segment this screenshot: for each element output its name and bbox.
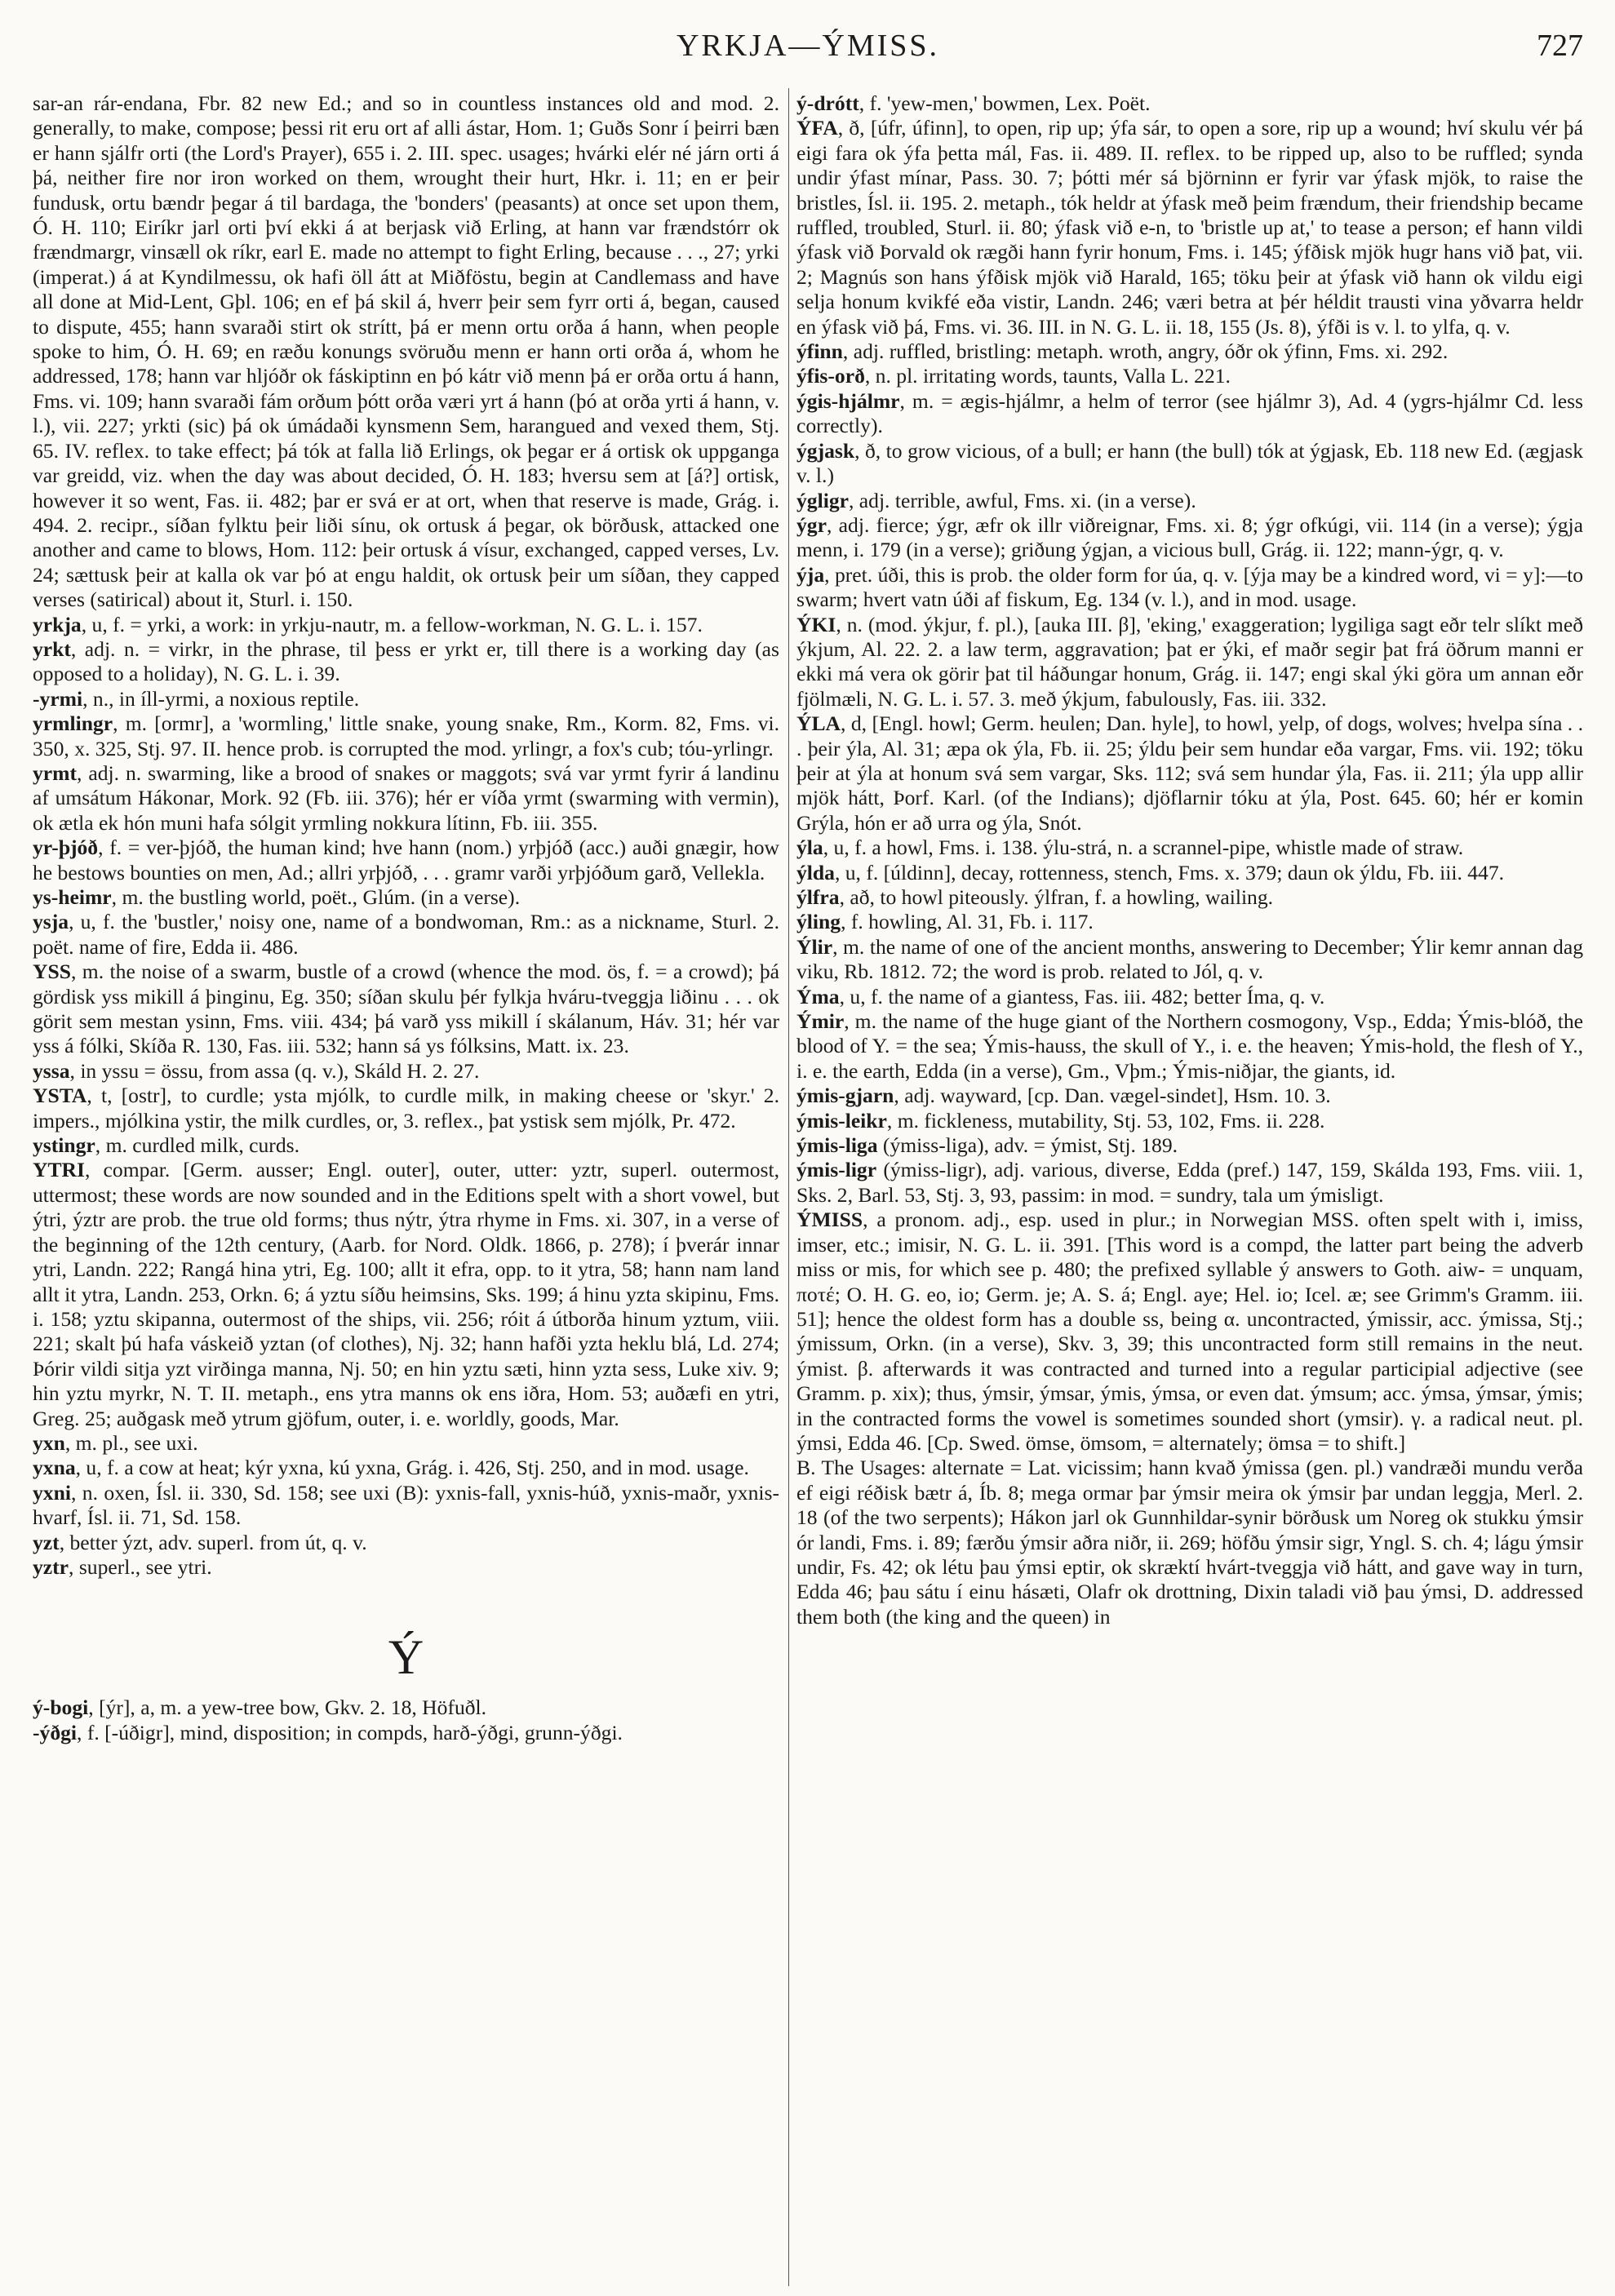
entry-text: , adj. terrible, awful, Fms. xi. (in a verse). [848, 488, 1196, 512]
entry-text: , adj. fierce; ýgr, æfr ok illr viðreignar, Fms. xi. 8; ýgr ofkúgi, vii. 114 (in a verse); ýgja menn, i. 179 (in a verse); griðung ýgjan, a vicious bull, Grág. ii. 122; mann-ýgr, q. v. [796, 512, 1583, 562]
headword: ýmis-leikr [796, 1108, 887, 1132]
entry-text: (ýmiss-ligr), adj. various, diverse, Edda (pref.) 147, 159, Skálda 193, Fms. viii. 1, Sks. 2, Barl. 53, Stj. 3, 93, passim: in mod. = sundry, tala um ýmisligt. [796, 1158, 1583, 1207]
headword: ystingr [33, 1133, 95, 1158]
headword: YTRI [33, 1158, 85, 1182]
dictionary-entry [796, 1158, 1583, 1208]
dictionary-entry [33, 1695, 779, 1720]
entry-text: , n., in íll-yrmi, a noxious reptile. [82, 686, 360, 711]
entry-text: , u, f. the name of a giantess, Fas. iii. 482; better Íma, q. v. [839, 984, 1325, 1008]
entry-text: , m. the bustling world, poët., Glúm. (in a verse). [111, 885, 521, 909]
running-title: YRKJA—ÝMISS. [676, 29, 940, 63]
dictionary-entry [796, 935, 1583, 985]
entry-text: , n. oxen, Ísl. ii. 330, Sd. 158; see uxi (B): yxnis-fall, yxnis-húð, yxnis-maðr, yxnis-hvarf, Ísl. ii. 71, Sd. 158. [33, 1480, 779, 1530]
entry-text: , n. pl. irritating words, taunts, Valla L. 221. [864, 364, 1231, 388]
dictionary-entry [796, 116, 1583, 339]
dictionary-entry [796, 91, 1583, 116]
headword: ýja [796, 562, 825, 587]
headword: yxni [33, 1480, 71, 1505]
headword: ÝKI [796, 612, 836, 636]
headword: ýgligr [796, 488, 849, 512]
entry-text: , m. = ægis-hjálmr, a helm of terror (see hjálmr 3), Ad. 4 (ygrs-hjálmr Cd. less correctly). [796, 388, 1583, 438]
headword: yxn [33, 1430, 65, 1455]
headword: yrkt [33, 636, 71, 661]
entry-text: , u, f. a cow at heat; kýr yxna, kú yxna, Grág. i. 426, Stj. 250, and in mod. usage. [75, 1456, 749, 1480]
headword: Ýmir [796, 1009, 845, 1034]
entry-text: B. The Usages: alternate = Lat. vicissim; hann kvað ýmissa (gen. pl.) vandræði mundu verða ef eigi réðisk bætr á, Íb. 8; mega ormar þar ýmsir meira ok ýmsir þar undan leggja, Merl. 2. 18 (of the two serpents); Hákon jarl ok Gunnhildar-synir börðusk um Noreg ok stukku ýmsir ór landi, Fms. i. 89; færðu ýmsir aðra niðr, ii. 269; höfðu ýmsir sigr, Yngl. S. ch. 4; lágu ýmsir undir, Fs. 42; ok létu þau ýmsi eptir, ok skræktí hvárt-tveggja við hátt, and gave way in turn, Edda 46; þau sátu í einu hásæti, Olafr ok drottning, Dixin taladi við þau ýmsi, D. addressed them both (the king and the queen) in [796, 1456, 1583, 1629]
entry-text: , m. the noise of a swarm, bustle of a crowd (whence the mod. ös, f. = a crowd); þá gördisk yss mikill á þinginu, Eg. 350; síðan skulu þér fylkja hváru-tveggja liðinu . . . ok görit sem mestan ysinn, Fms. viii. 434; þá varð yss mikill í skálanum, Háv. 31; hér var yss á fólki, Skíða R. 130, Fas. iii. 532; hann sá ys fólksins, Matt. ix. 23. [33, 960, 779, 1058]
dictionary-entry [33, 761, 779, 836]
dictionary-entry [33, 1555, 779, 1580]
entry-text: , m. fickleness, mutability, Stj. 53, 102, Fms. ii. 228. [886, 1108, 1325, 1132]
entry-text: , adj. wayward, [cp. Dan. vægel-sindet], Hsm. 10. 3. [894, 1084, 1331, 1108]
dictionary-entry [796, 389, 1583, 439]
headword: ýla [796, 836, 823, 860]
headword: ýlda [796, 860, 835, 884]
entry-text: , m. the name of one of the ancient months, answering to December; Ýlir kemr annan dag viku, Rb. 1812. 72; the word is prob. related to Jól, q. v. [796, 934, 1583, 984]
headword: yxna [33, 1456, 76, 1480]
entry-text: , adj. n. swarming, like a brood of snakes or maggots; svá var yrmt fyrir á landinu af umsátum Hákonar, Mork. 92 (Fb. iii. 376); hér er víða yrmt (swarming with vermin), ok ætla ek hón muni hafa sólgit yrmling nokkura lítinn, Fb. iii. 355. [33, 760, 779, 835]
dictionary-entry [33, 910, 779, 960]
dictionary-entry [796, 985, 1583, 1009]
dictionary-entry [796, 1084, 1583, 1108]
entry-text: , u, f. the 'bustler,' noisy one, name of a bondwoman, Rm.: as a nickname, Sturl. 2. poët. name of fire, Edda ii. 486. [33, 910, 779, 959]
entry-text: , adj. ruffled, bristling: metaph. wroth, angry, óðr ok ýfinn, Fms. xi. 292. [842, 339, 1449, 364]
headword: ýmis-ligr [796, 1158, 877, 1182]
entry-text: , ð, [úfr, úfinn], to open, rip up; ýfa sár, to open a sore, rip up a wound; hví skulu vér þá eigi fara ok ýfa þetta mál, Fas. ii. 489. II. reflex. to be ripped up, also to be ruffled; synda undir ýfast mínar, Pass. 30. 7; þótti mér sá björninn er fyrir var ýfask mjök, to raise the bristles, Ísl. ii. 195. 2. metaph., tók heldr at ýfask með þeim frændum, their friendship became ruffled, troubled, Sturl. ii. 80; ýfask við e-n, to 'bristle up at,' to tease a person; ef hann vildi ýfask við Þorvald ok rægði hann fyrir honum, Fms. i. 145; ýfðisk mjök hugr hans við þat, vii. 2; Magnús son hans ýfðisk mjök við Harald, 165; töku þeir at ýfask við hann ok vildu eigi selja honum kvikfé eða vistir, Landn. 246; væri betra at þér héldit trausti vina yðvarra heldr en ýfask við þá, Fms. vi. 36. III. in N. G. L. ii. 18, 155 (Js. 8), ýfði is v. l. to ylfa, q. v. [796, 116, 1583, 339]
dictionary-entry [33, 960, 779, 1059]
headword: ýlfra [796, 885, 840, 909]
entry-text: , [ýr], a, m. a yew-tree bow, Gkv. 2. 18, Höfuðl. [88, 1695, 487, 1720]
right-entries [796, 91, 1583, 1629]
entry-text: , compar. [Germ. ausser; Engl. outer], outer, utter: yztr, superl. outermost, uttermost; these words are now sounded and in the Editions spelt with a short vowel, but ýtri, ýztr are prob. the true old forms; thus nýtr, ýtra rhyme in Fms. xi. 307, in a verse of the beginning of the 12th century, (Aarb. for Nord. Oldk. 1866, p. 278); í þverár innar ytri, Landn. 222; Rangá hina ytri, Eg. 100; allt it efra, opp. to it ytra, 58; hann nam land allt it ytra, Landn. 253, Orkn. 6; á yztu síðu heimsins, Sks. 199; á hinu yzta skipinu, Fms. i. 158; yztu skipanna, outermost of the ships, vii. 256; róit á útborða hinum yztum, viii. 221; skalt þú hafa váskeið yztan (of clothes), Nj. 32; hann hafði yzta heklu blá, Ld. 274; Þórir vildi sitja yzt virðinga manna, Nj. 50; en hin yztu sæti, hinn yzta sess, Luke xiv. 9; hin yztu myrkr, N. T. II. metaph., ens ytra manns ok ens iðra, Hom. 53; auðæfi en ytri, Greg. 25; auðgask með ytrum gjöfum, outer, i. e. worldly, goods, Mar. [33, 1158, 779, 1430]
dictionary-entry [33, 1431, 779, 1456]
dictionary-entry [33, 1133, 779, 1158]
left-column [33, 91, 779, 2280]
entry-text: , u, f. = yrki, a work: in yrkju-nautr, m. a fellow-workman, N. G. L. i. 157. [81, 612, 703, 636]
dictionary-entry [33, 711, 779, 761]
headword: yrkja [33, 612, 82, 636]
dictionary-entry [796, 339, 1583, 364]
headword: Ýma [796, 984, 840, 1008]
headword: yrmlingr [33, 711, 113, 736]
headword: ÝFA [796, 116, 838, 140]
entry-text: , f. [-úðigr], mind, disposition; in compds, harð-ýðgi, grunn-ýðgi. [77, 1720, 623, 1744]
dictionary-entry [796, 861, 1583, 885]
entry-text: (ýmiss-liga), adv. = ýmist, Stj. 189. [877, 1133, 1178, 1158]
entry-text: , a pronom. adj., esp. used in plur.; in Norwegian MSS. often spelt with i, imiss, imser, etc.; imisir, N. G. L. ii. 391. [This word is a compd, the latter part being the adverb miss or mis, for which see p. 480; the prefixed syllable ý answers to Goth. aiw- = unquam, ποτέ; O. H. G. eo, io; Germ. je; A. S. á; Engl. aye; Hel. io; Icel. æ; see Grimm's Gramm. iii. 51]; hence the oldest form has a double ss, being α. uncontracted, ýmissir, acc. ýmissa, Stj.; ýmissum, Orkn. (in a verse), Skv. 3, 39; this uncontracted form still remains in the neut. ýmist. β. afterwards it was contracted and turned into a regular participial adjective (see Gramm. p. xix); thus, ýmsir, ýmsar, ýmis, ýmsa, or even dat. ýmsum; acc. ýmsa, ýmsar, ýmis; in the contracted forms the vowel is sometimes sounded short (ymsir). γ. a radical neut. pl. ýmsi, Edda 46. [Cp. Swed. ömse, ömsom, = alternately; ömsa = to shift.] [796, 1208, 1583, 1455]
headword: YSS [33, 960, 71, 984]
dictionary-entry [796, 489, 1583, 513]
headword: ýfis-orð [796, 364, 865, 388]
dictionary-entry [796, 711, 1583, 836]
headword: YSTA [33, 1084, 87, 1108]
dictionary-entry [33, 1158, 779, 1430]
dictionary-entry [33, 836, 779, 885]
entry-text: , m. the name of the huge giant of the Northern cosmogony, Vsp., Edda; Ýmis-blóð, the blood of Y. = the sea; Ýmis-hauss, the skull of Y., i. e. the heaven; Ýmis-hold, the flesh of Y., i. e. the earth, Edda (in a verse), Gm., Vþm.; Ýmis-niðjar, the giants, id. [796, 1009, 1583, 1083]
left-after-entries [33, 1695, 779, 1745]
headword: ýling [796, 910, 841, 934]
dictionary-entry [796, 885, 1583, 910]
page-header [33, 23, 1583, 72]
headword: -ýðgi [33, 1720, 78, 1744]
entry-text: , f. 'yew-men,' bowmen, Lex. Poët. [859, 91, 1151, 115]
page-number: 727 [1537, 29, 1583, 63]
dictionary-entry [796, 364, 1583, 388]
headword: yrmt [33, 760, 77, 785]
entry-text: , u, f. [úldinn], decay, rottenness, stench, Fms. x. 379; daun ok ýldu, Fb. iii. 447. [834, 860, 1505, 884]
entry-text: , m. curdled milk, curds. [95, 1133, 299, 1158]
headword: ysja [33, 910, 69, 934]
entry-text: , að, to howl piteously. ýlfran, f. a howling, wailing. [839, 885, 1274, 909]
headword: yzt [33, 1530, 60, 1554]
headword: Ýlir [796, 934, 833, 959]
headword: ýgjask [796, 438, 855, 463]
entry-text: , m. pl., see uxi. [64, 1430, 198, 1455]
headword: yztr [33, 1554, 69, 1579]
headword: ýgis-hjálmr [796, 388, 900, 413]
headword: ý-drótt [796, 91, 859, 115]
headword: ys-heimr [33, 885, 112, 909]
dictionary-entry [796, 836, 1583, 860]
headword: ýgr [796, 512, 827, 537]
dictionary-entry [796, 1208, 1583, 1456]
dictionary-entry [796, 1109, 1583, 1133]
section-letter: Ý [388, 1630, 424, 1685]
dictionary-entry [33, 613, 779, 637]
headword: ýfinn [796, 339, 843, 364]
entry-text: , f. = ver-þjóð, the human kind; hve hann (nom.) yrþjóð (acc.) auði gnægir, how he bestows bounties on men, Ad.; allri yrþjóð, . . . gramr varði yrþjóðum garð, Vellekla. [33, 836, 779, 884]
dictionary-entry [33, 1721, 779, 1745]
entry-text: , pret. úði, this is prob. the older form for úa, q. v. [ýja may be a kindred word, vi = y]:—to swarm; hvert vatn úði af fiskum, Eg. 134 (v. l.), and in mod. usage. [796, 562, 1583, 612]
dictionary-entry [796, 513, 1583, 563]
dictionary-entry [796, 1009, 1583, 1084]
entry-text: , u, f. a howl, Fms. i. 138. ýlu-strá, n. a scrannel-pipe, whistle made of straw. [823, 836, 1464, 860]
entry-text: , t, [ostr], to curdle; ysta mjólk, to curdle milk, in making cheese or 'skyr.' 2. impers., mjólkina ystir, the milk curdles, or, 3. reflex., þat ystisk sem mjólk, Pr. 472. [33, 1084, 779, 1132]
entry-text: , ð, to grow vicious, of a bull; er hann (the bull) tók at ýgjask, Eb. 118 new Ed. (ægjask v. l.) [796, 438, 1583, 488]
headword: ý-bogi [33, 1695, 89, 1720]
headword: ÝMISS [796, 1208, 863, 1232]
dictionary-entry [33, 1059, 779, 1084]
headword: yssa [33, 1058, 70, 1083]
entry-text: , n. (mod. ýkjur, f. pl.), [auka III. β], 'eking,' exaggeration; lygiliga sagt eðr telr slíkt með ýkjum, Al. 22. 2. a law term, aggravation; þat er ýki, ef maðr segir þat frá öðrum manni er ekki má vera ok görir þat til háðungar honum, Grág. ii. 147; engi skal ýki göra um annan eðr fjölmæli, N. G. L. i. 57. 3. með ýkjum, fabulously, Fas. iii. 332. [796, 612, 1583, 711]
entry-text: , f. howling, Al. 31, Fb. i. 117. [841, 910, 1094, 934]
dictionary-entry [796, 1133, 1583, 1158]
dictionary-entry [796, 439, 1583, 489]
headword: ýmis-gjarn [796, 1084, 894, 1108]
entry-text: , d, [Engl. howl; Germ. heulen; Dan. hyle], to howl, yelp, of dogs, wolves; hvelpa sína . . . þeir ýla, Al. 31; æpa ok ýla, Fb. ii. 25; ýldu þeir sem hundar eða vargar, Fms. vii. 192; töku þeir at ýla at honum svá sem vargar, Sks. 112; svá sem hundar ýla, Fas. ii. 211; ýla upp allir mjök hátt, Þorf. Karl. (of the Indians); djöflarnir tóku at ýla, Post. 645. 60; hér er komin Grýla, hón er að urra og ýla, Snót. [796, 711, 1583, 835]
dictionary-entry [33, 91, 779, 613]
dictionary-entry [33, 1481, 779, 1531]
dictionary-entry [33, 1456, 779, 1480]
entry-text: , better ýzt, adv. superl. from út, q. v. [59, 1530, 367, 1554]
entry-text: , m. [ormr], a 'wormling,' little snake, young snake, Rm., Korm. 82, Fms. vi. 350, x. 325, Stj. 97. II. hence prob. is corrupted the mod. yrlingr, a fox's cub; tóu-yrlingr. [33, 711, 779, 760]
entry-text: , superl., see ytri. [69, 1554, 212, 1579]
dictionary-entry [33, 1531, 779, 1555]
entry-text: sar-an rár-endana, Fbr. 82 new Ed.; and so in countless instances old and mod. 2. generally, to make, compose; þessi rit eru ort af alli ástar, Hom. 1; Guðs Sonr í þeirri bæn er hann sjálfr orti (the Lord's Prayer), 655 i. 2. III. spec. usages; hvárki elér né járn orti á þá, neither fire nor iron worked on them, wrought their hurt, Hkr. i. 11; en er þeir fundusk, ortu bændr þegar á til bardaga, the 'bonders' (peasants) at once set upon them, Ó. H. 110; Eiríkr jarl orti því ekki á at berjask við Erling, at hann var frændstórr ok frændmargr, vinsæll ok ríkr, earl E. made no attempt to fight Erling, because . . ., 27; yrki (imperat.) á at Kyndilmessu, ok hafi öll átt at Miðföstu, begin at Candlemass and have all done at Mid-Lent, Gþl. 106; en ef þá skil á, hverr þeir sem fyrr orti á, began, caused to dispute, 455; hann svaraði stirt ok strítt, þá er menn ortu orða á hann, when people spoke to him, Ó. H. 69; en ræðu konungs svöruðu menn er hann orti orða á, whom he addressed, 178; hann var hljóðr ok fáskiptinn en þó kátr við menn þá er orða ortu á hann, Fms. vi. 109; hann svaraði fám orðum þótt orða væri yrt á hann (þó at orða yrti á hann, v. l.), vii. 227; yrkti (sic) þá ok úmádaði kynsmenn Sem, harangued and vexed them, Stj. 65. IV. reflex. to take effect; þá tók at falla lið Erlings, ok þegar er á ortisk ok uppganga var greidd, viz. when the day was about decided, Ó. H. 183; hversu sem at [á?] ortisk, however it so went, Fas. ii. 482; þar er svá er at ort, when that reserve is made, Grág. i. 494. 2. recipr., síðan fylktu þeir liði sínu, ok ortusk á þegar, ok börðusk, attacked one another and came to blows, Hom. 112: þeir ortusk á vísur, exchanged, capped verses, Lv. 24; sættusk þeir at kalla ok var þó at engu haldit, ok ortusk þeir um síðan, they capped verses (satirical) about it, Sturl. i. 150. [33, 91, 779, 612]
headword: ýmis-liga [796, 1133, 878, 1158]
left-entries [33, 91, 779, 1580]
dictionary-entry [33, 1084, 779, 1133]
headword: -yrmi [33, 686, 83, 711]
entry-text: , adj. n. = virkr, in the phrase, til þess er yrkt er, till there is a working day (as opposed to a holiday), N. G. L. i. 39. [33, 636, 779, 686]
headword: yr-þjóð [33, 836, 99, 860]
dictionary-entry [796, 910, 1583, 934]
right-column [796, 91, 1583, 2280]
dictionary-entry [33, 687, 779, 711]
entry-text: , in yssu = össu, from assa (q. v.), Skáld H. 2. 27. [69, 1058, 480, 1083]
column-divider [788, 88, 789, 2286]
dictionary-entry [796, 1456, 1583, 1629]
dictionary-entry [796, 563, 1583, 613]
headword: ÝLA [796, 711, 841, 736]
dictionary-entry [33, 885, 779, 910]
dictionary-entry [33, 637, 779, 687]
dictionary-entry [796, 613, 1583, 712]
